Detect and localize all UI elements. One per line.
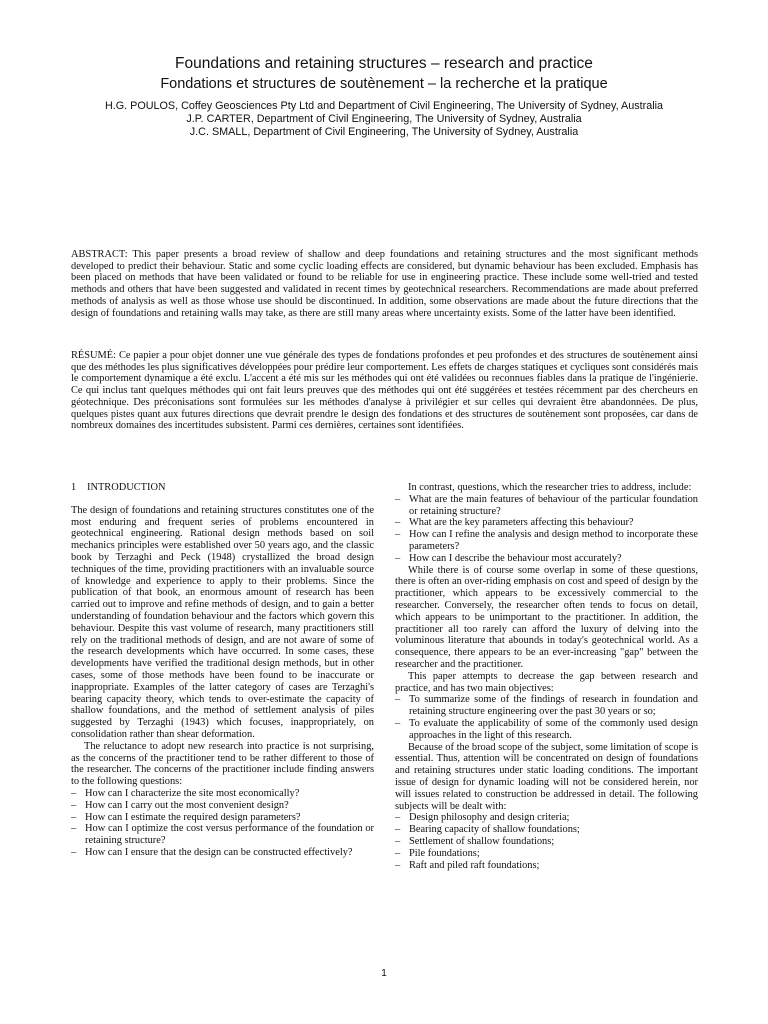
section-number: 1 (71, 482, 77, 493)
list-item: – Pile foundations; (395, 848, 698, 860)
section-title: INTRODUCTION (87, 482, 166, 493)
resume-paragraph: RÉSUMÉ: Ce papier a pour objet donner une vue générale des types de fondations profondes et peu profondes et des structures de soutènement ainsi que des méthodes les plus significatives développées pour prédire leur comportement. Les effets de charges statiques et cycliques sont considérés mais le comportement dynamique a été exclu. L'accent a été mis sur les méthodes qui ont été validées ou reconnues fiables dans la pratique de l'ingénierie. Ce qui inclus tant quelques méthodes qui ont fait leurs preuves que des méthodes qui ont été suggérées et testées récemment par des chercheurs en géotechnique. Des préconisations sont formulées sur les méthodes d'analyse à privilégier et sur celles qui devraient être abandonnées. De plus, quelques pistes quant aux futures directions que devrait prendre le design des fondations et des structures de soutènement sont proposées, car dans de nombreux domaines des incertitudes subsistent. Parmi ces dernières, certaines sont identifiées. (71, 350, 698, 432)
list-item: – Design philosophy and design criteria; (395, 812, 698, 824)
list-item: – How can I describe the behaviour most accurately? (395, 553, 698, 565)
subjects-list (395, 812, 698, 871)
list-item: – To evaluate the applicability of some of the commonly used design approaches in the light of this research. (395, 718, 698, 742)
author-list (0, 100, 768, 140)
list-item: – How can I carry out the most convenient design? (71, 800, 374, 812)
list-item: – How can I ensure that the design can be constructed effectively? (71, 847, 374, 859)
body-paragraph: Because of the broad scope of the subject, some limitation of scope is essential. Thus, attention will be concentrated on design of foundations and retaining structures under static loading conditions. The important issue of design for dynamic loading will not be considered herein, nor will issues related to construction be addressed in detail. The following subjects will be dealt with: (395, 741, 698, 812)
abstract-paragraph: ABSTRACT: This paper presents a broad review of shallow and deep foundations and retaining structures and the most significant methods developed to predict their behaviour. Static and some cyclic loading effects are considered, but dynamic behaviour has been excluded. Emphasis has been placed on methods that have been validated or found to be reliable for use in engineering practice. These include some well-tried and tested methods and others that have been suggested and validated in recent times by geotechnical researchers. Recommendations are made about preferred methods of analysis as well as those whose use should be discontinued. In addition, some observations are made about the future directions that the design of foundations and retaining walls may take, as there are still many areas where uncertainty exists. Some of the latter have been identified. (71, 249, 698, 319)
list-item: – How can I optimize the cost versus performance of the foundation or retaining structure? (71, 823, 374, 847)
list-item: – Raft and piled raft foundations; (395, 860, 698, 872)
body-paragraph: This paper attempts to decrease the gap between research and practice, and has two main objectives: (395, 670, 698, 694)
body-paragraph: In contrast, questions, which the researcher tries to address, include: (408, 482, 692, 493)
list-item: – Bearing capacity of shallow foundations; (395, 824, 698, 836)
body-paragraph: The design of foundations and retaining structures constitutes one of the most enduring and frequent series of problems encountered in geotechnical engineering. Rational design methods based on soil mechanics principles were established over 50 years ago, and the classic book by Terzaghi and Peck (1948) crystallized the broad design techniques of the time, providing practitioners with an invaluable source of knowledge and experience to apply to their problems. Since the publication of that book, an enormous amount of research has been carried out to improve and refine methods of design, and to gain a better understanding of foundation behaviour and the factors which govern this behaviour. Despite this vast volume of research, many practitioners still rely on the traditional methods of design, and are not aware of some of the research developments which have occurred. In some cases, these developments have verified the traditional design methods, but in other cases, some of those methods have been found to be inaccurate or inappropriate. Examples of the latter category of cases are Terzaghi's bearing capacity theory, which tends to over-estimate the capacity of shallow foundations, and the method of settlement analysis of piles suggested by Terzaghi (1943) which focuses, inappropriately, on consolidation rather than shear deformation. (71, 504, 374, 740)
list-item: – How can I estimate the required design parameters? (71, 812, 374, 824)
paper-title: Foundations and retaining structures – research and practice (175, 55, 593, 72)
list-item: – How can I characterize the site most economically? (71, 788, 374, 800)
practitioner-questions-list (71, 788, 374, 859)
author-line: J.C. SMALL, Department of Civil Engineering, The University of Sydney, Australia (189, 126, 579, 139)
body-paragraph: While there is of course some overlap in some of these questions, there is often an over-riding emphasis on cost and speed of design by the practitioner, which appears to be excessively commercial to the researcher. Conversely, the researcher often tends to focus on detail, which appears to be unimportant to the practitioner. In addition, the practitioner all too rarely can afford the luxury of delving into the voluminous literature that abounds in today's geotechnical world. As a consequence, there appears to be an ever-increasing "gap" between the researcher and the practitioner. (395, 564, 698, 670)
list-item: – How can I refine the analysis and design method to incorporate these parameters? (395, 529, 698, 553)
right-column (395, 482, 698, 871)
researcher-questions-list (395, 494, 698, 565)
left-column (71, 482, 374, 859)
page-number: 1 (381, 968, 387, 979)
objectives-list (395, 694, 698, 741)
list-item: – What are the key parameters affecting this behaviour? (395, 517, 698, 529)
author-line: J.P. CARTER, Department of Civil Engineering, The University of Sydney, Australia (186, 113, 582, 126)
list-item: – What are the main features of behaviour of the particular foundation or retaining structure? (395, 494, 698, 518)
body-paragraph: The reluctance to adopt new research into practice is not surprising, as the concerns of the practitioner tend to be rather different to those of the researcher. The concerns of the practitioner include finding answers to the following questions: (71, 740, 374, 788)
author-line: H.G. POULOS, Coffey Geosciences Pty Ltd and Department of Civil Engineering, The University of Sydney, Australia (104, 100, 664, 112)
paper-subtitle: Fondations et structures de soutènement – la recherche et la pratique (160, 76, 608, 92)
section-heading (71, 482, 374, 494)
list-item: – To summarize some of the findings of research in foundation and retaining structure engineering over the past 30 years or so; (395, 694, 698, 718)
list-item: – Settlement of shallow foundations; (395, 836, 698, 848)
